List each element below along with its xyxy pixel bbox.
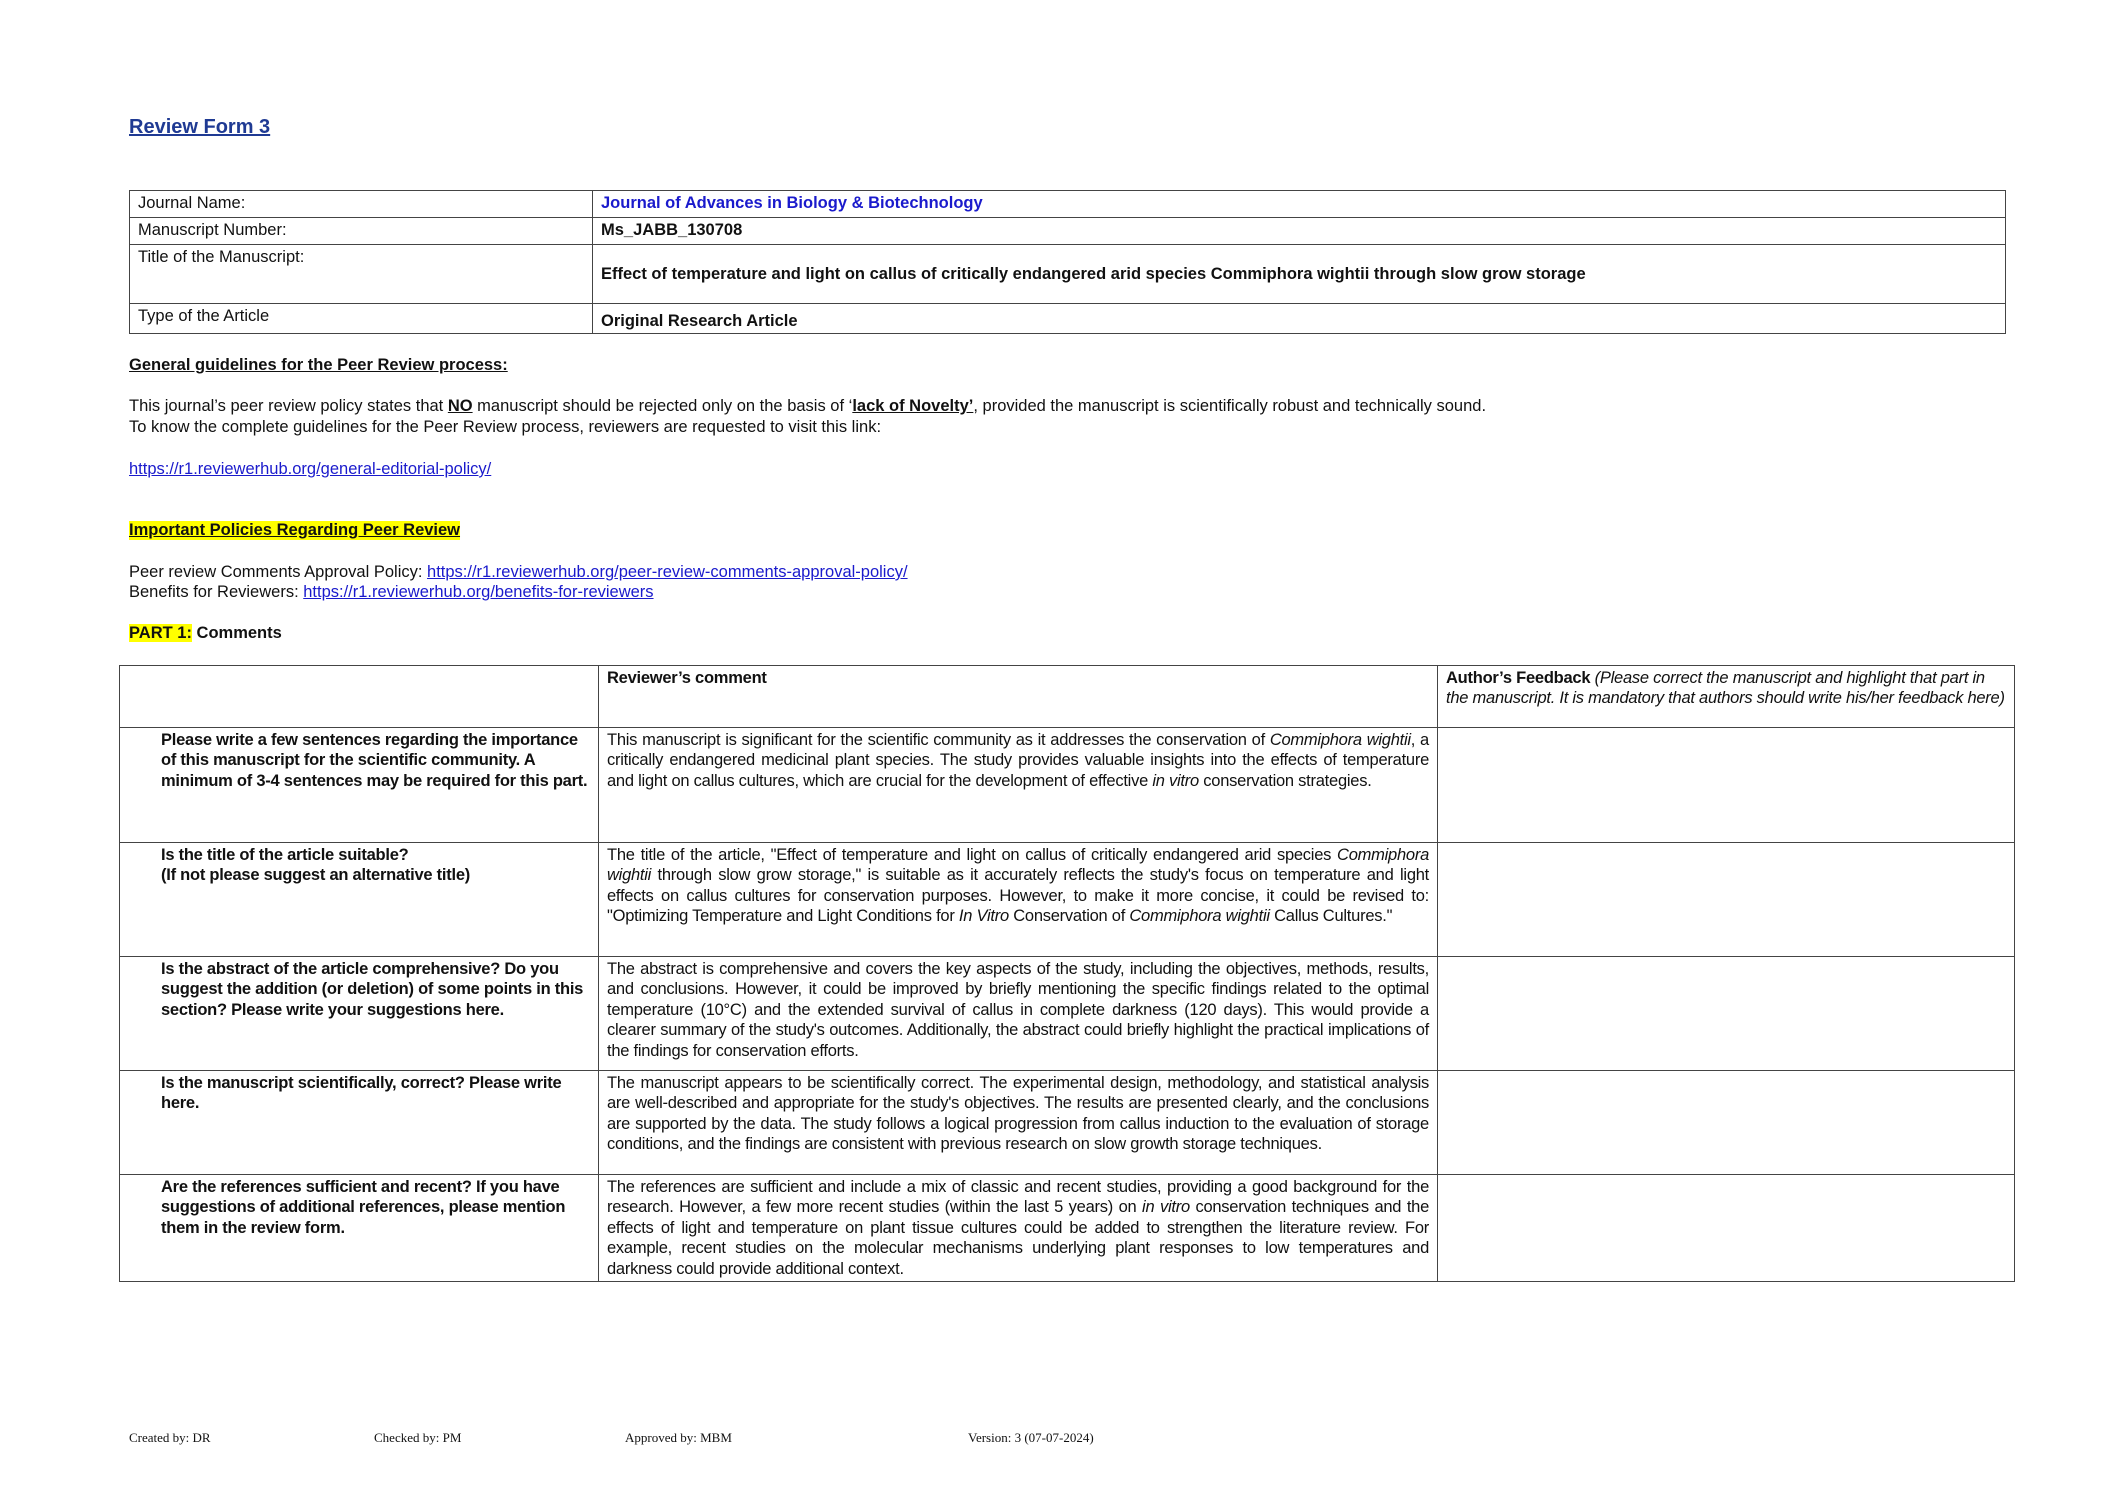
comment-segment: conservation strategies.	[1198, 771, 1372, 790]
footer-checked: Checked by: PM	[374, 1430, 462, 1445]
comment-segment: through slow grow storage," is suitable as it accurately reflects the study's focus on temperature and light effects on callus cultures for conservation purposes. However, to make it more concise, it could be revised to: "Optimizing Temperature and Light Conditions for	[607, 866, 1429, 926]
approval-policy-line	[129, 563, 908, 582]
author-feedback-cell[interactable]	[1438, 728, 2015, 843]
table-row	[120, 1175, 2015, 1282]
footer-version: Version: 3 (07-07-2024)	[968, 1430, 1094, 1445]
reviewer-comment	[599, 843, 1438, 957]
author-feedback-cell[interactable]	[1438, 843, 2015, 957]
comment-segment: The references are sufficient and include a mix of classic and recent studies, providing a good background for the research. However, a few more recent studies (within the last 5 years) on	[607, 1178, 1429, 1217]
reviewer-comment	[599, 728, 1438, 843]
comment-segment: in vitro	[1142, 1198, 1190, 1217]
author-feedback-cell[interactable]	[1438, 1071, 2015, 1175]
header-author-feedback	[1438, 666, 2015, 728]
header-empty-cell	[120, 666, 599, 728]
comment-segment: in vitro	[1152, 771, 1199, 790]
approval-policy-link[interactable]: https://r1.reviewerhub.org/peer-review-comments-approval-policy/	[427, 563, 908, 581]
comment-segment: The abstract is comprehensive and covers the key aspects of the study, including the objectives, methods, results, and conclusions. However, it could be improved by briefly mentioning the specific findings related to the optimal temperature (10°C) and the extended survival of callus in complete darkness (120 days). This would provide a clearer summary of the study's outcomes. Additionally, the abstract could briefly highlight the practical implications of the findings for conservation efforts.	[607, 960, 1429, 1060]
manuscript-info-table	[129, 190, 2006, 334]
review-question: Are the references sufficient and recent? If you have suggestions of additional references, please mention them in the review form.	[120, 1175, 599, 1282]
comment-segment: The title of the article, "Effect of temperature and light on callus of critically endangered arid species	[607, 846, 1338, 864]
reviewer-comment	[599, 1175, 1438, 1282]
guidelines-policy-text	[129, 397, 1486, 416]
review-question: Is the title of the article suitable? (If not please suggest an alternative title)	[120, 843, 599, 957]
table-row	[120, 843, 2015, 957]
guidelines-visit-text: To know the complete guidelines for the Peer Review process, reviewers are requested to visit this link:	[129, 418, 882, 436]
journal-name-label: Journal Name:	[130, 191, 593, 218]
policy-text-a: This journal’s peer review policy states that	[129, 397, 448, 415]
manuscript-number-value: Ms_JABB_130708	[593, 218, 2006, 245]
footer-approved: Approved by: MBM	[625, 1430, 732, 1445]
author-feedback-cell[interactable]	[1438, 1175, 2015, 1282]
comment-segment: Callus Cultures."	[1269, 907, 1393, 926]
comment-segment: Commiphora wightii	[1129, 907, 1270, 926]
comment-segment: conservation techniques and the effects of light and temperature on plant tissue cultures could be added to strengthen the literature review. For example, recent studies on the molecular mechanisms underlying plant responses to low temperatures and darkness could provide additional context.	[607, 1198, 1429, 1278]
table-row	[120, 957, 2015, 1071]
manuscript-title-value: Effect of temperature and light on callus of critically endangered arid species Commiphora wightii through slow grow storage	[593, 245, 2006, 304]
comment-segment: Commiphora wightii	[607, 846, 1429, 885]
footer-created: Created by: DR	[129, 1430, 211, 1445]
reviewer-comment	[599, 1071, 1438, 1175]
table-row	[120, 728, 2015, 843]
article-type-value: Original Research Article	[593, 304, 2006, 334]
policy-novelty: lack of Novelty’	[852, 397, 974, 415]
benefits-line	[129, 583, 654, 602]
journal-name-value: Journal of Advances in Biology & Biotechnology	[593, 191, 2006, 218]
editorial-policy-link[interactable]: https://r1.reviewerhub.org/general-editorial-policy/	[129, 460, 492, 478]
article-type-label: Type of the Article	[130, 304, 593, 334]
approval-policy-label: Peer review Comments Approval Policy:	[129, 563, 428, 581]
header-reviewer-comment: Reviewer’s comment	[599, 666, 1438, 728]
review-question: Is the abstract of the article comprehensive? Do you suggest the addition (or deletion) of some points in this section? Please write your suggestions here.	[120, 957, 599, 1071]
comment-segment: This manuscript is significant for the scientific community as it addresses the conservation of	[607, 731, 1270, 749]
policy-text-c: , provided the manuscript is scientifically robust and technically sound.	[973, 397, 1487, 415]
policy-text-b: manuscript should be rejected only on the basis of ‘	[472, 397, 853, 415]
comment-segment: In Vitro	[958, 907, 1009, 926]
comment-segment: The manuscript appears to be scientifically correct. The experimental design, methodology, and statistical analysis are well-described and appropriate for the study's objectives. The results are presented clearly, and the conclusions are supported by the data. The study follows a logical progression from callus induction to the evaluation of storage conditions, and the findings are consistent with previous research on slow growth storage techniques.	[607, 1074, 1429, 1154]
author-feedback-cell[interactable]	[1438, 957, 2015, 1071]
manuscript-title-label: Title of the Manuscript:	[130, 245, 593, 304]
author-feedback-label: Author’s Feedback	[1446, 669, 1591, 687]
comment-segment: , a critically endangered medicinal plant species. The study provides valuable insights into the effects of temperature and light on callus cultures, which are crucial for the development of effective	[607, 731, 1429, 790]
manuscript-number-label: Manuscript Number:	[130, 218, 593, 245]
page-title: Review Form 3	[129, 116, 271, 138]
comment-segment: Conservation of	[1008, 907, 1130, 926]
comments-table	[119, 665, 2015, 1282]
review-question: Is the manuscript scientifically, correct? Please write here.	[120, 1071, 599, 1175]
comments-header-row	[120, 666, 2015, 728]
policies-heading: Important Policies Regarding Peer Review	[129, 521, 461, 539]
benefits-label: Benefits for Reviewers:	[129, 583, 304, 601]
part1-heading	[129, 624, 282, 643]
part1-label: PART 1:	[129, 624, 192, 642]
author-feedback-instructions: (Please correct the manuscript and highlight that part in the manuscript. It is mandatory that authors should write his/her feedback here)	[1446, 669, 2005, 708]
table-row	[120, 1071, 2015, 1175]
benefits-link[interactable]: https://r1.reviewerhub.org/benefits-for-reviewers	[303, 583, 654, 601]
guidelines-heading: General guidelines for the Peer Review process:	[129, 356, 508, 374]
part1-title: Comments	[191, 624, 282, 642]
comment-segment: Commiphora wightii	[1269, 731, 1411, 749]
review-question: Please write a few sentences regarding the importance of this manuscript for the scientific community. A minimum of 3-4 sentences may be required for this part.	[120, 728, 599, 843]
policy-no: NO	[447, 397, 473, 415]
reviewer-comment	[599, 957, 1438, 1071]
